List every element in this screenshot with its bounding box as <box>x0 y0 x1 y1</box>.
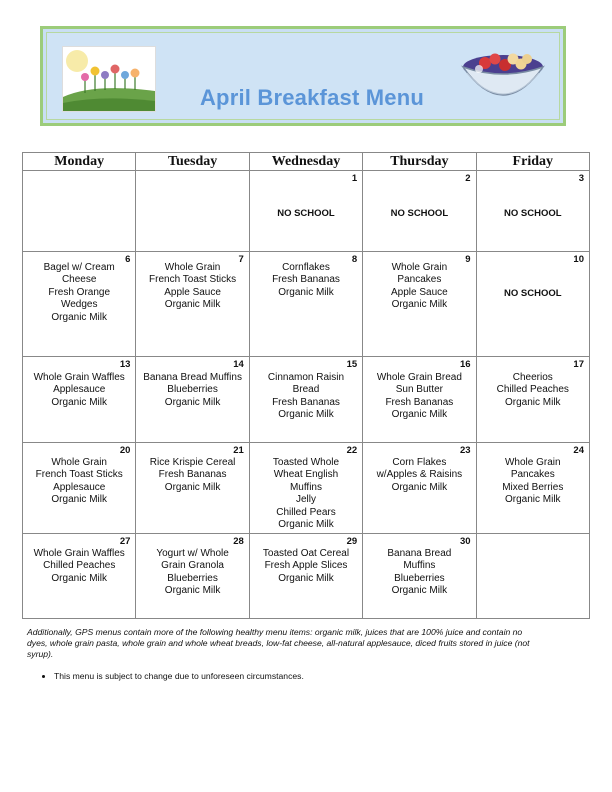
day-number: 23 <box>459 445 471 456</box>
day-header: Tuesday <box>136 153 249 171</box>
week-row <box>23 443 590 534</box>
day-cell <box>363 357 476 443</box>
day-number: 3 <box>578 173 584 184</box>
menu-item: Whole Grain <box>391 262 448 273</box>
day-cell <box>136 357 249 443</box>
menu-item: Yogurt w/ Whole <box>156 548 229 559</box>
menu-item: Toasted Oat Cereal <box>262 548 350 559</box>
day-cell <box>23 534 136 619</box>
day-number: 8 <box>351 254 358 265</box>
menu-item: Pancakes <box>397 274 442 286</box>
day-cell <box>363 252 476 357</box>
menu-items <box>252 372 360 422</box>
menu-item: Blueberries <box>167 384 218 396</box>
menu-item: Rice Krispie Cereal <box>149 457 236 468</box>
menu-item: Bagel w/ Cream <box>43 262 115 273</box>
menu-item: Organic Milk <box>391 481 448 493</box>
day-header-row <box>23 153 590 171</box>
menu-item: Pancakes <box>510 469 555 481</box>
menu-item: Chilled Pears <box>276 506 336 518</box>
day-number: 15 <box>346 359 358 370</box>
day-cell <box>23 171 136 252</box>
menu-item: w/Apples & Raisins <box>376 469 463 481</box>
day-header: Friday <box>476 153 589 171</box>
day-cell <box>23 443 136 534</box>
day-cell <box>249 357 362 443</box>
menu-items <box>479 457 587 507</box>
day-number: 10 <box>573 254 584 265</box>
menu-item: Grain Granola <box>161 560 224 572</box>
week-row <box>23 171 590 252</box>
day-number: 9 <box>465 254 471 265</box>
menu-items <box>252 457 360 531</box>
day-number: 1 <box>351 173 358 184</box>
day-cell <box>476 357 589 443</box>
week-row <box>23 357 590 443</box>
day-cell <box>249 443 362 534</box>
menu-item: Cheerios <box>512 372 553 383</box>
menu-items <box>252 262 360 299</box>
menu-item: Mixed Berries <box>502 481 564 493</box>
day-cell <box>476 252 589 357</box>
page-title: April Breakfast Menu <box>199 85 425 110</box>
menu-item: Muffins <box>289 481 322 493</box>
menu-items <box>138 262 246 312</box>
menu-items <box>25 262 133 324</box>
menu-item: Organic Milk <box>51 494 107 506</box>
day-number: 30 <box>459 536 471 547</box>
menu-item: Muffins <box>403 560 436 572</box>
menu-item: Organic Milk <box>164 299 221 311</box>
menu-item: Bread <box>292 384 320 396</box>
day-cell <box>476 534 589 619</box>
day-cell <box>249 534 362 619</box>
menu-items <box>138 548 246 598</box>
day-number: 28 <box>233 536 244 547</box>
menu-item: Whole Grain <box>51 457 107 468</box>
menu-item: Toasted Whole <box>272 457 340 468</box>
menu-item: Cinnamon Raisin <box>267 372 345 383</box>
menu-items <box>25 548 133 585</box>
menu-item: Cheese <box>61 274 97 286</box>
day-cell <box>249 252 362 357</box>
menu-item: Whole Grain Waffles <box>33 372 125 383</box>
day-number: 13 <box>119 359 131 370</box>
menu-item: Blueberries <box>167 572 218 584</box>
menu-item: French Toast Sticks <box>149 274 237 286</box>
menu-item: Applesauce <box>53 384 106 396</box>
menu-item: Organic Milk <box>51 311 107 323</box>
menu-items <box>479 208 587 220</box>
day-number: 22 <box>346 445 358 456</box>
menu-item: Applesauce <box>53 481 106 493</box>
menu-item: Fresh Bananas <box>385 396 454 408</box>
menu-item: Organic Milk <box>504 494 561 506</box>
day-cell <box>363 443 476 534</box>
menu-item: Fresh Bananas <box>272 274 340 286</box>
day-cell <box>476 443 589 534</box>
day-number: 14 <box>233 359 244 370</box>
menu-item: Organic Milk <box>278 572 334 584</box>
menu-items <box>252 548 360 585</box>
menu-item: Fresh Orange <box>48 286 111 298</box>
menu-items <box>138 457 246 494</box>
menu-items <box>479 372 587 409</box>
menu-item: Organic Milk <box>278 409 334 421</box>
fruit-bowl-clipart-icon <box>457 45 547 113</box>
flower-garden-clipart-icon <box>62 46 156 112</box>
no-school-label: NO SCHOOL <box>390 208 449 219</box>
day-cell <box>136 171 249 252</box>
menu-item: Wedges <box>60 299 98 311</box>
menu-item: Organic Milk <box>504 396 561 408</box>
day-number: 20 <box>119 445 131 456</box>
menu-item: Banana Bread <box>387 548 452 559</box>
menu-item: Organic Milk <box>278 286 334 298</box>
menu-item: Organic Milk <box>391 585 448 597</box>
menu-items <box>365 548 473 598</box>
day-number: 6 <box>125 254 131 265</box>
day-cell <box>23 357 136 443</box>
day-header: Wednesday <box>249 153 362 171</box>
day-cell <box>476 171 589 252</box>
day-header: Thursday <box>363 153 476 171</box>
menu-item: Apple Sauce <box>164 286 221 298</box>
notice-list <box>44 671 304 682</box>
menu-item: Fresh Bananas <box>272 396 340 408</box>
day-number: 24 <box>573 445 584 456</box>
menu-items <box>25 457 133 507</box>
menu-item: Banana Bread Muffins <box>143 372 242 383</box>
menu-item: Organic Milk <box>51 396 107 408</box>
menu-items <box>25 372 133 409</box>
menu-item: Chilled Peaches <box>496 384 569 396</box>
week-row <box>23 534 590 619</box>
no-school-label: NO SCHOOL <box>277 208 335 219</box>
notice-item: • This menu is subject to change due to unforeseen circumstances. <box>54 671 304 682</box>
menu-item: Organic Milk <box>278 519 334 531</box>
menu-item: Blueberries <box>394 572 445 584</box>
menu-items <box>252 208 360 220</box>
day-cell <box>363 171 476 252</box>
menu-item: Fresh Bananas <box>158 469 227 481</box>
menu-items <box>138 372 246 409</box>
menu-item: French Toast Sticks <box>35 469 123 481</box>
menu-item: Whole Grain Waffles <box>33 548 125 559</box>
menu-items <box>479 288 587 300</box>
day-number: 21 <box>233 445 244 456</box>
day-cell <box>23 252 136 357</box>
day-number: 7 <box>238 254 244 265</box>
menu-items <box>365 208 473 220</box>
menu-items <box>365 372 473 422</box>
day-number: 17 <box>573 359 584 370</box>
menu-item: Wheat English <box>273 469 339 481</box>
day-cell <box>363 534 476 619</box>
menu-item: Organic Milk <box>164 481 221 493</box>
menu-item: Organic Milk <box>391 409 448 421</box>
day-number: 27 <box>119 536 131 547</box>
no-school-label: NO SCHOOL <box>504 288 562 299</box>
menu-item: Organic Milk <box>164 396 221 408</box>
menu-item: Organic Milk <box>164 585 221 597</box>
menu-calendar <box>22 152 590 619</box>
day-number: 29 <box>346 536 358 547</box>
menu-item: Sun Butter <box>395 384 443 396</box>
week-rows <box>23 171 590 619</box>
day-cell <box>136 252 249 357</box>
day-cell <box>136 443 249 534</box>
header-banner-inner <box>46 32 560 120</box>
menu-item: Corn Flakes <box>392 457 447 468</box>
day-number: 16 <box>459 359 471 370</box>
menu-item: Organic Milk <box>51 572 107 584</box>
header-banner <box>40 26 566 126</box>
menu-item: Whole Grain <box>164 262 221 273</box>
menu-item: Organic Milk <box>391 299 448 311</box>
menu-item: Jelly <box>295 494 316 506</box>
menu-item: Apple Sauce <box>391 286 448 298</box>
day-header: Monday <box>23 153 136 171</box>
day-cell <box>249 171 362 252</box>
day-cell <box>136 534 249 619</box>
menu-item: Fresh Apple Slices <box>264 560 348 572</box>
menu-items <box>365 457 473 494</box>
menu-item: Cornflakes <box>282 262 330 273</box>
week-row <box>23 252 590 357</box>
menu-items <box>365 262 473 312</box>
footnote: Additionally, GPS menus contain more of the following healthy menu items: organic milk, juices that are 100% juice and contain no dyes, whole grain pasta, whole grain and whole wheat breads, low-fat cheese, all-natural applesauce, diced fruits stored in juice (not syrup). <box>27 627 530 659</box>
day-number: 2 <box>465 173 471 184</box>
no-school-label: NO SCHOOL <box>504 208 562 219</box>
menu-item: Chilled Peaches <box>43 560 116 572</box>
menu-item: Whole Grain <box>504 457 561 468</box>
menu-item: Whole Grain Bread <box>376 372 462 383</box>
